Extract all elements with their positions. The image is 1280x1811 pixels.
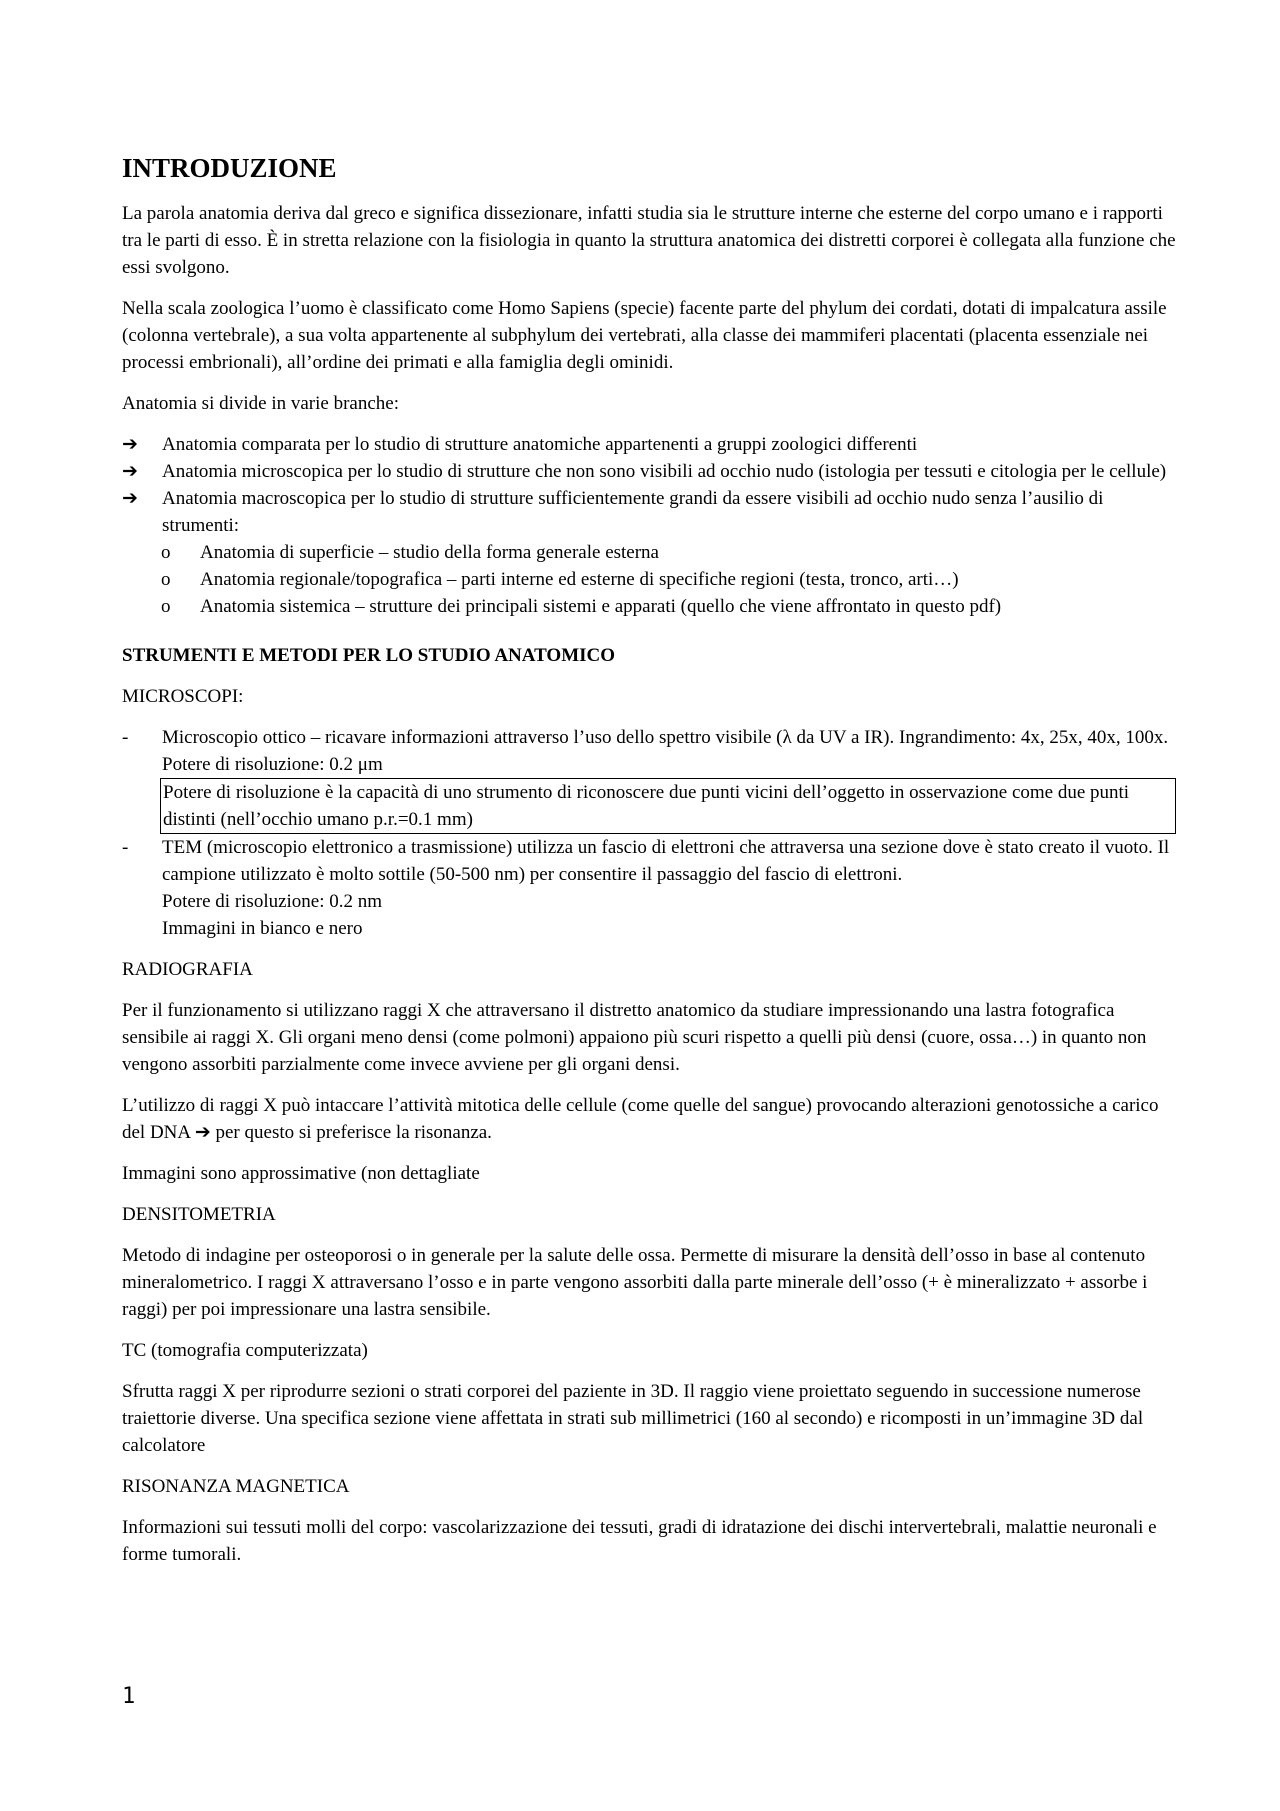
tem-text: TEM (microscopio elettronico a trasmissione) utilizza un fascio di elettroni che attraversa una sezione dove è stato creato il vuoto. Il campione utilizzato è molto sottile (50-500 nm) per consentire il passaggio del fascio di elettroni. [162,837,1170,885]
rm-paragraph: Informazioni sui tessuti molli del corpo: vascolarizzazione dei tessuti, gradi di idratazione dei dischi intervertebrali, malattie neuronali e forme tumorali. [122,1517,1157,1565]
page-title: INTRODUZIONE [122,153,337,183]
list-item [122,485,1182,539]
list-item [122,431,1182,458]
tc-paragraph: Sfrutta raggi X per riprodurre sezioni o strati corporei del paziente in 3D. Il raggio viene proiettato seguendo in successione numerose traiettorie diverse. Una specifica sezione viene affettata in strati sub millimetrici (160 al secondo) e ricomposti in un’immagine 3D dal calcolatore [122,1381,1144,1456]
radiografia-paragraph-1: Per il funzionamento si utilizzano raggi X che attraversano il distretto anatomico da studiare impressionando una lastra fotografica sensibile ai raggi X. Gli organi meno densi (come polmoni) appaiono più scuri rispetto a quelli più densi (cuore, ossa…) in quanto non vengono assorbiti parzialmente come invece avviene per gli organi densi. [122,1000,1147,1075]
tem-images: Immagini in bianco e nero [162,918,363,939]
list-item [122,834,1182,942]
arrow-icon: ➔ [122,460,138,482]
dash-marker: - [122,727,129,748]
optical-microscope-text: Microscopio ottico – ricavare informazioni attraverso l’uso dello spettro visibile (λ da UV a IR). Ingrandimento: 4x, 25x, 40x, 100x. [162,727,1169,748]
arrow-icon: ➔ [194,1121,211,1143]
bullet-icon: o [161,542,171,563]
resolution-definition-box [160,778,1176,834]
intro-paragraph-1: La parola anatomia deriva dal greco e significa dissezionare, infatti studia sia le strutture interne che esterne del corpo umano e i rapporti tra le parti di esso. È in stretta relazione con la fisiologia in quanto la struttura anatomica dei distretti corporei è collegata alla funzione che essi svolgono. [122,203,1176,278]
tem-resolution: Potere di risoluzione: 0.2 nm [162,891,383,912]
list-item [122,458,1182,485]
radiografia-text-b: per questo si preferisce la risonanza. [210,1122,492,1143]
sub-branch-text: Anatomia regionale/topografica – parti interne ed esterne di specifiche regioni (testa, tronco, arti…) [200,569,959,590]
resolution-definition: Potere di risoluzione è la capacità di uno strumento di riconoscere due punti vicini dell’oggetto in osservazione come due punti distinti (nell’occhio umano p.r.=0.1 mm) [163,782,1130,830]
densitometria-heading: DENSITOMETRIA [122,1204,276,1225]
branches-list [122,431,1182,539]
microscopes-heading: MICROSCOPI: [122,686,244,707]
branch-text: Anatomia microscopica per lo studio di strutture che non sono visibili ad occhio nudo (istologia per tessuti e citologia per le cellule) [162,461,1167,482]
list-item [82,539,1182,566]
bullet-icon: o [161,569,171,590]
tc-heading: TC (tomografia computerizzata) [122,1340,368,1361]
sub-branches-list [82,539,1182,620]
arrow-icon: ➔ [122,433,138,455]
intro-paragraph-2: Nella scala zoologica l’uomo è classificato come Homo Sapiens (specie) facente parte del phylum dei cordati, dotati di impalcatura assile (colonna vertebrale), a sua volta appartenente al subphylum dei vertebrati, alla classe dei mammiferi placentati (placenta essenziale nei processi embrionali), all’ordine dei primati e alla famiglia degli ominidi. [122,298,1167,373]
page-number: 1 [122,1684,136,1709]
optical-resolution: Potere di risoluzione: 0.2 μm [162,754,383,775]
list-item [82,566,1182,593]
page-content [122,150,1182,1568]
branches-intro: Anatomia si divide in varie branche: [122,393,399,414]
radiografia-paragraph-2 [122,1092,1182,1146]
branch-text: Anatomia macroscopica per lo studio di strutture sufficientemente grandi da essere visibili ad occhio nudo senza l’ausilio di strumenti: [162,488,1104,536]
bullet-icon: o [161,596,171,617]
radiografia-heading: RADIOGRAFIA [122,959,253,980]
list-item [122,724,1182,834]
densitometria-paragraph: Metodo di indagine per osteoporosi o in generale per la salute delle ossa. Permette di misurare la densità dell’osso in base al contenuto mineralometrico. I raggi X attraversano l’osso e in parte vengono assorbiti dalla parte minerale dell’osso (+ è mineralizzato + assorbe i raggi) per poi impressionare una lastra sensibile. [122,1245,1148,1320]
dash-marker: - [122,837,129,858]
sub-branch-text: Anatomia di superficie – studio della forma generale esterna [200,542,659,563]
sub-branch-text: Anatomia sistemica – strutture dei principali sistemi e apparati (quello che viene affrontato in questo pdf) [200,596,1002,617]
microscopes-list [122,724,1182,942]
branch-text: Anatomia comparata per lo studio di strutture anatomiche appartenenti a gruppi zoologici differenti [162,434,918,455]
radiografia-paragraph-3: Immagini sono approssimative (non dettagliate [122,1163,480,1184]
arrow-icon: ➔ [122,487,138,509]
section-heading: STRUMENTI E METODI PER LO STUDIO ANATOMICO [122,645,616,666]
list-item [82,593,1182,620]
radiografia-text-a: L’utilizzo di raggi X può intaccare l’attività mitotica delle cellule (come quelle del sangue) provocando alterazioni genotossiche a carico del DNA [122,1095,1159,1143]
rm-heading: RISONANZA MAGNETICA [122,1476,350,1497]
